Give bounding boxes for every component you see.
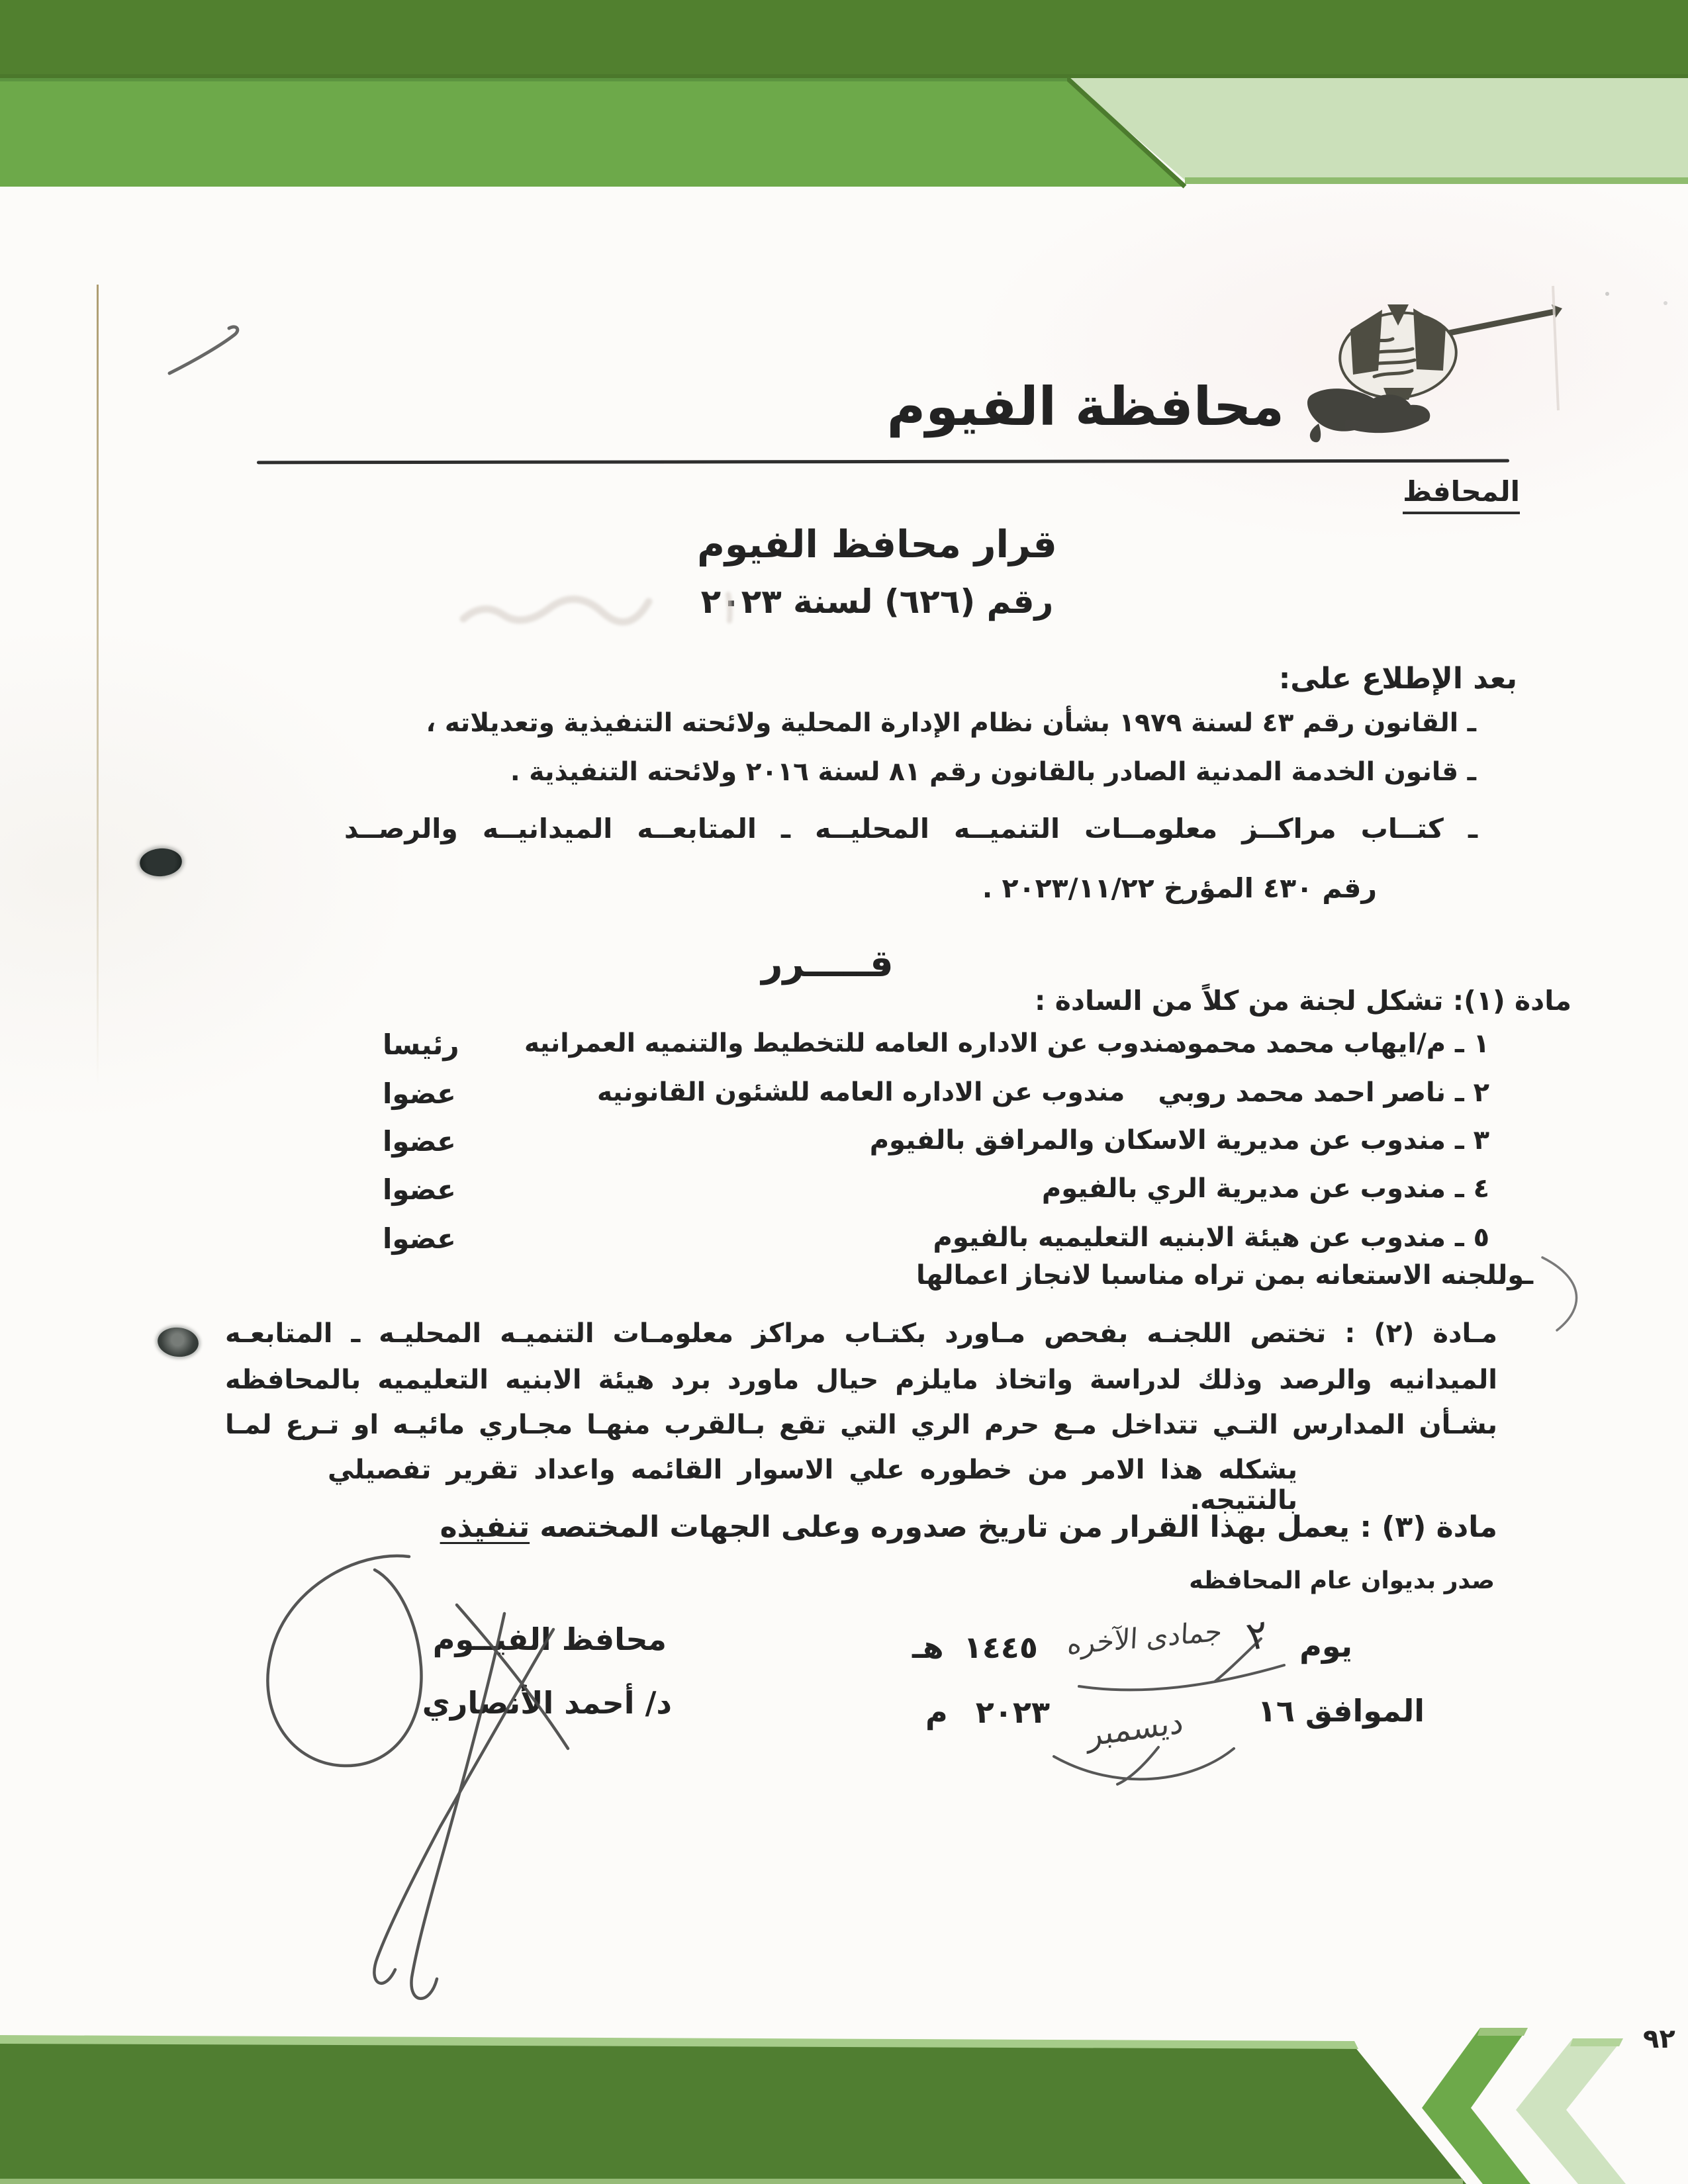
issued-line: صدر بديوان عام المحافظه bbox=[1189, 1567, 1495, 1594]
member-title: عضوا bbox=[383, 1222, 456, 1255]
article2-line4: يشكله هذا الامر من خطوره علي الاسوار القائمه واعداد تقرير تفصيلي بالنتيجه. bbox=[328, 1455, 1297, 1516]
member-role: مندوب عن الاداره العامه للتخطيط والتنميه العمرانيه bbox=[524, 1028, 1181, 1058]
org-title: محافظة الفيوم bbox=[886, 376, 1284, 437]
hijri-day-handwritten: ٢ bbox=[1243, 1610, 1274, 1661]
article2-line2: الميدانيه والرصد وذلك لدراسة واتخاذ مايلزم حيال ماورد برد هيئة الابنيه التعليميه بالمحافظه bbox=[225, 1365, 1497, 1395]
article1-heading: مادة (١): تشكل لجنة من كلاً من السادة : bbox=[1035, 985, 1571, 1017]
preamble-item-2: ـ قانون الخدمة المدنية الصادر بالقانون رقم ٨١ لسنة ٢٠١٦ ولائحته التنفيذية . bbox=[510, 757, 1476, 787]
member-name: ١ ـ م/ايهاب محمد محمود bbox=[1173, 1028, 1489, 1059]
preamble-item-3-line2: رقم ٤٣٠ المؤرخ ٢٠٢٣/١١/٢٢ . bbox=[982, 872, 1377, 904]
page-number: ٩٢ bbox=[1643, 2024, 1675, 2054]
article2-line3: بشـأن المدارس التـي تتداخل مـع حرم الري التي تقع بـالقرب منهـا مجـاري مائيـه او تـرع لمـا bbox=[225, 1410, 1497, 1440]
header-rule bbox=[257, 459, 1509, 465]
decision-word: قـــــرر bbox=[761, 942, 894, 985]
member-title: عضوا bbox=[383, 1077, 456, 1110]
member-role: مندوب عن الاداره العامه للشئون القانونيه bbox=[597, 1077, 1125, 1107]
hijri-month-handwritten: جمادى الآخره bbox=[1066, 1614, 1223, 1661]
decree-number: رقم (٦٢٦) لسنة ٢٠٢٣ bbox=[700, 582, 1054, 621]
greg-year: ٢٠٢٣ م bbox=[925, 1694, 1051, 1730]
article3-text bbox=[440, 1510, 1497, 1544]
hijri-year: ١٤٤٥ هـ bbox=[912, 1629, 1038, 1665]
decree-title: قرار محافظ الفيوم bbox=[697, 523, 1057, 567]
article1-note: ـوللجنه الاستعانه بمن تراه مناسبا لانجاز اعمالها bbox=[916, 1260, 1533, 1291]
hijri-date-prefix: يوم bbox=[1299, 1628, 1352, 1664]
member-title: عضوا bbox=[383, 1125, 456, 1158]
member-name: ٣ ـ مندوب عن مديرية الاسكان والمرافق بالفيوم bbox=[869, 1125, 1489, 1156]
signatory-name: د/ أحمد الأنصاري bbox=[422, 1685, 672, 1721]
member-name: ٥ ـ مندوب عن هيئة الابنيه التعليميه بالفيوم bbox=[933, 1222, 1489, 1253]
signatory-title: محافظ الفيــوم bbox=[432, 1621, 667, 1657]
greg-month-handwritten: ديسمبر bbox=[1086, 1703, 1184, 1754]
member-name: ٢ ـ ناصر احمد محمد روبي bbox=[1158, 1077, 1489, 1108]
preamble-item-3-line1: ـ كتــاب مراكــز معلومــات التنميــه المحليــه ـ المتابعــه الميدانيــه والرصــد bbox=[344, 813, 1477, 844]
greg-date-prefix: الموافق ١٦ bbox=[1257, 1693, 1425, 1729]
article2-line1: مـادة (٢) : تختص اللجنـه بفحص مـاورد بكتـاب مراكز معلومـات التنميـه المحليـه ـ المتابعـه bbox=[225, 1318, 1497, 1349]
preamble-item-1: ـ القانون رقم ٤٣ لسنة ١٩٧٩ بشأن نظام الإدارة المحلية ولائحته التنفيذية وتعديلاته ، bbox=[426, 708, 1476, 738]
article3-underlined-word: تنفيذه bbox=[440, 1510, 530, 1544]
article3-main: مادة (٣) : يعمل بهذا القرار من تاريخ صدوره وعلى الجهات المختصه bbox=[530, 1510, 1497, 1544]
member-name: ٤ ـ مندوب عن مديرية الري بالفيوم bbox=[1041, 1173, 1489, 1204]
member-title: عضوا bbox=[383, 1173, 456, 1206]
preamble-heading: بعد الإطلاع على: bbox=[1278, 662, 1517, 696]
member-title: رئيسا bbox=[383, 1028, 459, 1061]
governor-label: المحافظ bbox=[1403, 475, 1520, 514]
